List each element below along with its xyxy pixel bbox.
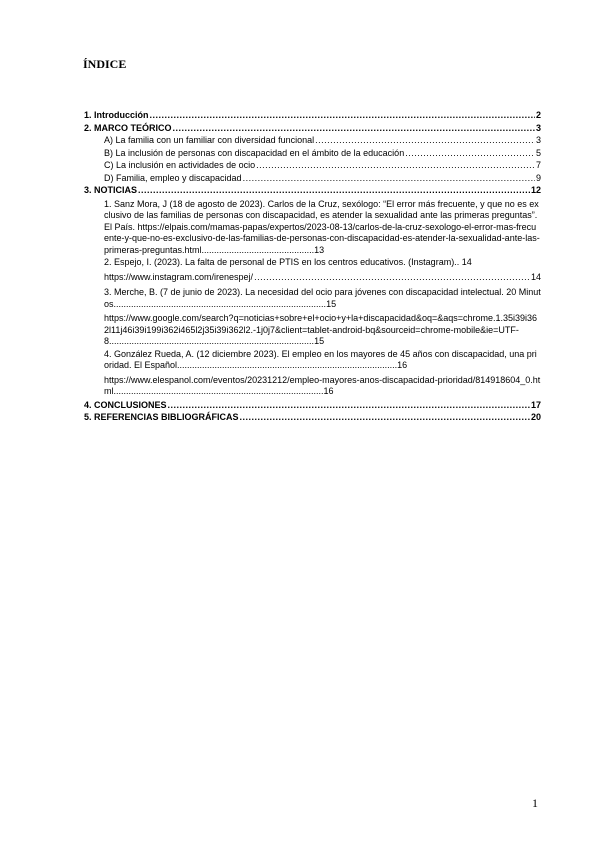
toc-news-entry-1[interactable] xyxy=(84,199,541,257)
toc-news-entry-2-url[interactable] xyxy=(84,272,541,285)
toc-entry-page: 20 xyxy=(530,412,541,422)
toc-entry-page: 15 xyxy=(314,336,325,346)
toc-leader-dots: ........................................................................................ xyxy=(177,360,398,370)
toc-news-text: 2. Espejo, I. (2023). La falta de personal de PTIS en los centros educativos. (Instagram).. xyxy=(104,257,460,267)
page-number: 1 xyxy=(532,796,538,810)
toc-news-entry-4-url[interactable] xyxy=(84,375,541,398)
toc-leader-dots xyxy=(405,148,535,159)
toc-entry-label: A) La familia con un familiar con diversidad funcional xyxy=(104,135,315,145)
toc-subentry-d[interactable] xyxy=(84,173,541,186)
toc-news-text: https://www.google.com/search?q=noticias+sobre+el+ocio+y+la+discapacidad&oq=&aqs=chrome.1.35i39i362l11j46i39i199i362i465l2j35i39i362l2.-1j0j7&client=tablet-android-bq&sourceid=chrome-mobile&ie=UTF-8 xyxy=(104,313,538,346)
toc-entry-label: 3. NOTICIAS xyxy=(84,185,138,195)
toc-entry-label: 4. CONCLUSIONES xyxy=(84,399,167,410)
toc-entry-label: 5. REFERENCIAS BIBLIOGRÁFICAS xyxy=(84,412,239,422)
toc-entry-referencias[interactable] xyxy=(84,412,541,425)
toc-subentry-b[interactable] xyxy=(84,148,541,161)
toc-leader-dots: ............................................. xyxy=(201,244,315,255)
toc-entry-page: 2 xyxy=(535,110,541,120)
toc-entry-page: 12 xyxy=(530,185,541,195)
toc-entry-page: 14 xyxy=(530,271,541,282)
toc-news-entry-2[interactable] xyxy=(84,257,541,269)
toc-leader-dots xyxy=(243,173,535,184)
toc-news-text: https://www.elespanol.com/eventos/20231212/empleo-mayores-anos-discapacidad-prioridad/814918604_0.html xyxy=(104,374,541,396)
toc-news-entry-3[interactable] xyxy=(84,287,541,310)
toc-leader-dots: .................................................................................... xyxy=(113,386,324,396)
toc-leader-dots xyxy=(138,185,530,196)
toc-leader-dots xyxy=(315,135,535,146)
toc-entry-page: 15 xyxy=(326,298,337,309)
toc-entry-page: 17 xyxy=(530,399,541,410)
toc-leader-dots xyxy=(150,110,535,121)
toc-entry-label: 2. MARCO TEÓRICO xyxy=(84,122,172,133)
toc-entry-page: 5 xyxy=(535,147,541,158)
toc-subentry-a[interactable] xyxy=(84,135,541,148)
toc-entry-page: 7 xyxy=(535,160,541,170)
toc-leader-dots xyxy=(254,272,530,283)
toc-entry-label: D) Familia, empleo y discapacidad xyxy=(104,172,242,183)
toc-news-text: 3. Merche, B. (7 de junio de 2023). La necesidad del ocio para jóvenes con discapacidad intelectual. 20 Minutos xyxy=(104,287,541,309)
toc-entry-page: 16 xyxy=(323,386,334,396)
toc-entry-conclusiones[interactable] xyxy=(84,400,541,413)
toc-entry-page: 16 xyxy=(397,360,408,370)
toc-entry-page: 3 xyxy=(535,135,541,145)
toc-entry-label: C) La inclusión en actividades de ocio xyxy=(104,160,256,170)
page-title: ÍNDICE xyxy=(83,57,127,71)
toc-leader-dots xyxy=(168,400,530,411)
toc-news-text: https://www.instagram.com/irenespej/ xyxy=(104,271,254,282)
toc-leader-dots: ..................................................................................... xyxy=(113,298,327,309)
toc-leader-dots xyxy=(173,123,535,134)
toc-leader-dots xyxy=(256,160,535,171)
toc-news-entry-3-url[interactable] xyxy=(84,313,541,348)
toc-subentry-c[interactable] xyxy=(84,160,541,173)
toc-entry-label: 1. Introducción xyxy=(84,110,149,120)
toc-entry-label: B) La inclusión de personas con discapacidad en el ámbito de la educación xyxy=(104,147,405,158)
toc-news-text: 4. González Rueda, A. (12 diciembre 2023). El empleo en los mayores de 45 años con discapacidad, una prioridad. El Español xyxy=(104,348,537,370)
toc-entry-marco-teorico[interactable] xyxy=(84,123,541,136)
toc-leader-dots: .................................................................................. xyxy=(109,336,315,346)
toc-entry-introduccion[interactable] xyxy=(84,110,541,123)
toc-news-entry-4[interactable] xyxy=(84,349,541,372)
toc-entry-page: 13 xyxy=(314,244,325,255)
toc-entry-page: 14 xyxy=(461,257,472,267)
toc-entry-noticias[interactable] xyxy=(84,185,541,198)
table-of-contents xyxy=(84,110,541,425)
toc-entry-page: 3 xyxy=(535,122,541,133)
toc-leader-dots xyxy=(240,412,530,423)
toc-entry-page: 9 xyxy=(535,172,541,183)
toc-news-text: 1. Sanz Mora, J (18 de agosto de 2023). Carlos de la Cruz, sexólogo: “El error más frecuente, y que no es exclusivo de las familias de personas con discapacidad, es atender la sexualidad ante las primeras preguntas”. El País. https://elpais.com/mamas-papas/expertos/2023-08-13/carlos-de-la-cruz-sexologo-el-error-mas-frecuente-y-que-no-es-exclusivo-de-las-familias-de-personas-con-discapacidad-es-atender-la-sexualidad-ante-las-primeras-preguntas.html xyxy=(104,198,540,255)
